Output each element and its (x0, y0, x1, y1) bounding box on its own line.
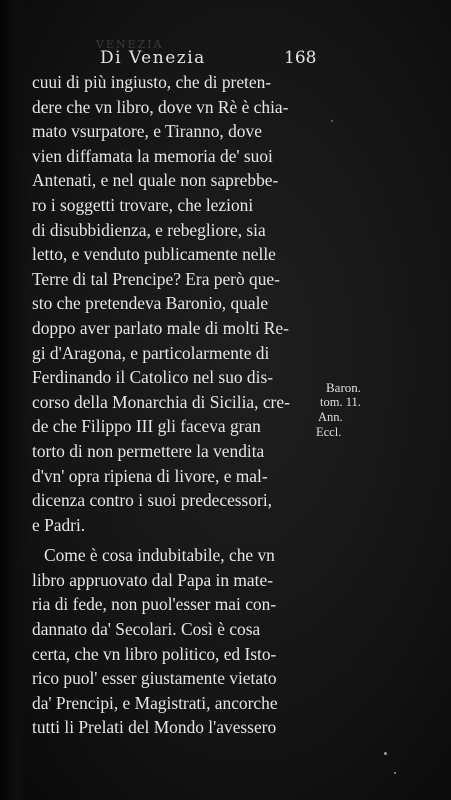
text-line: vien diffamata la memoria de' suoi (32, 145, 273, 166)
text-line: tutti li Prelati del Mondo l'avessero (32, 717, 277, 738)
text-line: di disubbidienza, e rebegliore, sia (32, 219, 266, 240)
margin-note (316, 380, 361, 440)
text-line: doppo aver parlato male di molti Re- (32, 317, 289, 338)
text-line: e Padri. (32, 514, 86, 535)
margin-note-line: Eccl. (316, 425, 342, 439)
text-line: Terre di tal Prencipe? Era però que- (32, 268, 280, 289)
text-line: torto di non permettere la vendita (32, 440, 265, 461)
text-line: rico puol' esser giustamente vietato (32, 668, 277, 689)
text-line: Ferdinando il Catolico nel suo dis- (32, 367, 274, 388)
text-line: cuui di più ingiusto, che di preten- (32, 72, 272, 92)
text-line: sto che pretendeva Baronio, quale (32, 293, 269, 314)
dust-speck (394, 772, 396, 774)
text-line: letto, e venduto publicamente nelle (32, 244, 276, 265)
margin-note-line: Ann. (318, 410, 343, 424)
text-line: certa, che vn libro politico, ed Isto- (32, 643, 277, 664)
text-line: ria di fede, non puol'esser mai con- (32, 594, 277, 615)
margin-note-line: Baron. (326, 380, 362, 395)
text-line: corso della Monarchia di Sicilia, cre- (32, 391, 290, 412)
text-line: da' Prencipi, e Magistrati, ancorche (32, 692, 278, 713)
text-line: Antenati, e nel quale non saprebbe- (32, 170, 279, 191)
bleed-through-text: VENEZIA (96, 38, 164, 51)
text-line: gi d'Aragona, e particolarmente di (32, 342, 270, 363)
page-number: 168 (284, 48, 317, 68)
text-line: ro i soggetti trovare, che lezioni (32, 194, 254, 215)
paragraph-start-line: Come è cosa indubitabile, che vn (44, 545, 275, 566)
margin-note-line: tom. 11. (320, 395, 361, 409)
binding-shadow (0, 0, 28, 800)
dust-speck (384, 752, 387, 755)
text-line: mato vsurpatore, e Tiranno, dove (32, 121, 262, 142)
body-text (32, 70, 322, 740)
text-line: libro appruovato dal Papa in mate- (32, 569, 273, 590)
text-line: d'vn' opra ripiena di livore, e mal- (32, 465, 268, 486)
dust-speck (331, 120, 333, 122)
running-title: Di Venezia (100, 48, 206, 68)
text-line: dere che vn libro, dove vn Rè è chia- (32, 96, 289, 117)
text-line: de che Filippo III gli faceva gran (32, 416, 261, 437)
text-line: dannato da' Secolari. Così è cosa (32, 619, 261, 640)
text-line: dicenza contro i suoi predecessori, (32, 490, 272, 511)
